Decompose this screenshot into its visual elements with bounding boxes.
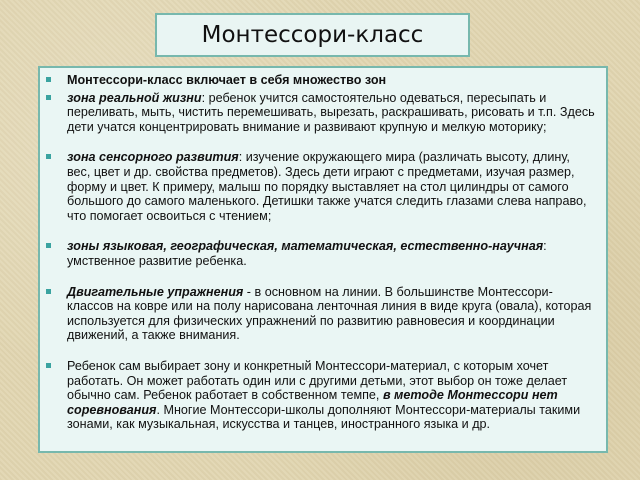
slide-title-box [155, 13, 470, 57]
bullet-item-movement [46, 285, 596, 343]
text-real-life: : ребенок учится самостоятельно одеваться, пересыпать и переливать, мыть, чистить перемешивать, вырезать, раскрашивать, рисовать и т.п. Здесь дети учатся концентрировать внимание и развивают крупную и мелкую моторику; [67, 90, 595, 134]
text-choice-tail: . Многие Монтессори-школы дополняют Монтессори-материалы такими зонами, как музыкальная, искусства и танцев, иностранного языка и др. [67, 402, 581, 432]
content-box [38, 66, 608, 453]
bullet-body [67, 239, 596, 268]
bullet-item-academic [46, 239, 596, 268]
bullet-body [67, 73, 596, 88]
bullet-list [46, 73, 596, 432]
square-bullet-icon [46, 154, 51, 159]
text-choice: Ребенок сам выбирает зону и конкретный Монтессори-материал, с которым хочет работать. Он может работать один или с другими детьми, этот выбор он тоже делает обычно сам. Ребенок работает в собственном темпе, [67, 358, 568, 403]
term-real-life: зона реальной жизни [67, 90, 202, 105]
bullet-item-real-life [46, 91, 596, 135]
term-sensory: зона сенсорного развития [67, 150, 239, 165]
term-movement: Двигательные упражнения [67, 284, 244, 299]
bullet-item-choice [46, 359, 596, 432]
square-bullet-icon [46, 95, 51, 100]
square-bullet-icon [46, 363, 51, 368]
term-no-competition: в методе Монтессори нет соревнования [67, 388, 558, 417]
square-bullet-icon [46, 243, 51, 248]
term-academic: зоны языковая, географическая, математическая, естественно-научная [67, 239, 544, 254]
square-bullet-icon [46, 289, 51, 294]
bullet-item-zones [46, 73, 596, 88]
bullet-body [67, 285, 596, 343]
text-academic: : умственное развитие ребенка. [67, 239, 547, 268]
intro-text: Монтессори-класс включает в себя множество зон [67, 73, 387, 87]
square-bullet-icon [46, 77, 51, 82]
bullet-body [67, 359, 596, 432]
slide-title: Монтессори-класс [201, 22, 424, 48]
bullet-item-sensory [46, 150, 596, 223]
text-movement: - в основном на линии. В большинстве Монтессори-классов на ковре или на полу нарисована ленточная линия в виде круга (овала), которая используется для физических упражнений по развитию равновесия и координации движений, а также внимания. [67, 284, 592, 343]
text-sensory: : изучение окружающего мира (различать высоту, длину, вес, цвет и др. свойства предметов). Здесь дети играют с предметами, изучая размер, форму и цвет. К примеру, малыш по порядку выставляет на стол цилиндры от самого большого до самого маленького. Детишки также учатся следить глазами слева направо, что помогает освоиться с чтением; [67, 150, 587, 223]
bullet-body [67, 150, 596, 223]
bullet-body [67, 91, 596, 135]
